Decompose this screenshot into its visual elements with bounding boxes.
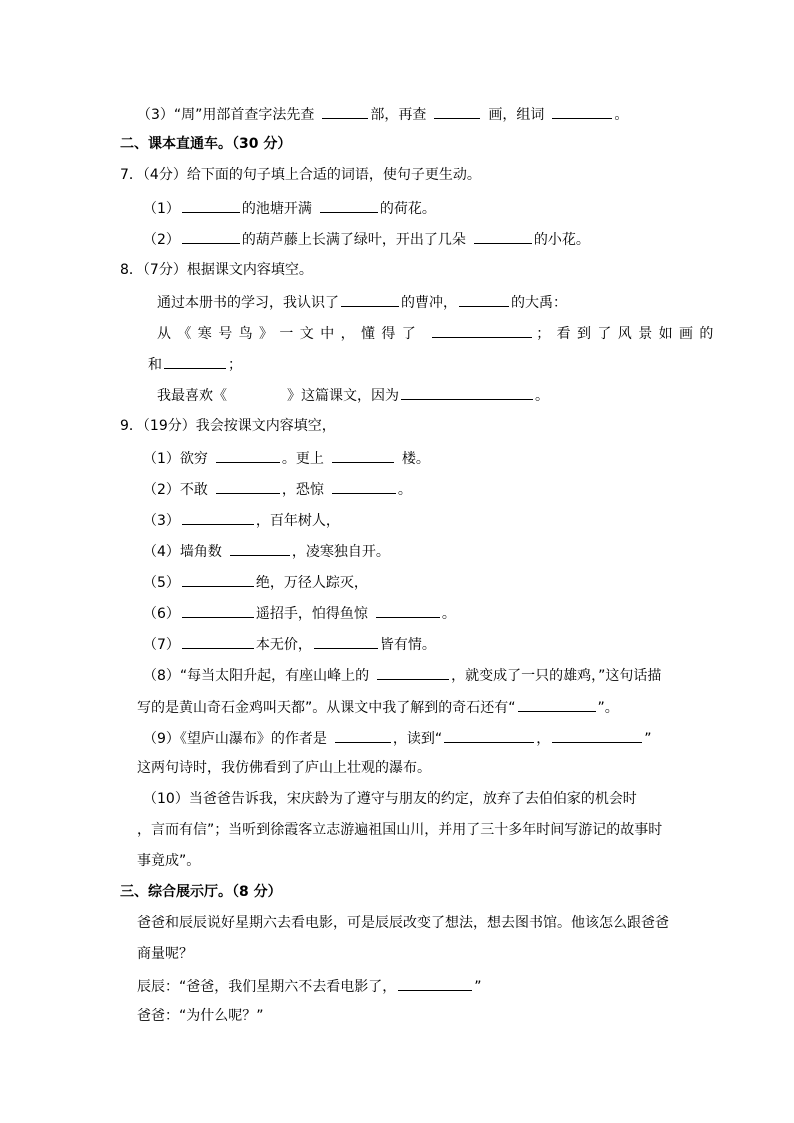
q9-item9-line1: （9）《望庐山瀑布》的作者是 ，读到“ ， ” xyxy=(143,728,651,748)
answer-blank[interactable] xyxy=(434,104,480,119)
q9-item3: （3） ，百年树人， xyxy=(143,510,340,530)
q9-item8-line2: 写的是黄山奇石金鸡叫天都”。从课文中我了解到的奇石还有“ ”。 xyxy=(137,697,619,717)
q9-item4: （4）墙角数 ，凌寒独自开。 xyxy=(143,541,390,561)
answer-blank[interactable] xyxy=(332,448,394,463)
answer-blank[interactable] xyxy=(182,229,240,244)
q9-item10-line3: 事竟成”。 xyxy=(137,853,201,869)
q8-stem: 8．（7分）根据课文内容填空。 xyxy=(120,262,313,278)
q9-item5: （5） 绝，万径人踪灭， xyxy=(143,572,368,592)
q9-item1: （1）欲穷 。更上 楼。 xyxy=(143,448,430,468)
dialogue-dad: 爸爸：“为什么呢？” xyxy=(137,1008,264,1024)
answer-blank[interactable] xyxy=(335,728,391,743)
section-3-para-line2: 商量呢？ xyxy=(137,946,193,962)
answer-blank[interactable] xyxy=(314,634,378,649)
answer-blank[interactable] xyxy=(182,634,254,649)
q7-stem: 7．（4分）给下面的句子填上合适的词语，使句子更生动。 xyxy=(120,167,481,183)
q8-line1: 通过本册书的学习，我认识了 的曹冲， 的大禹： xyxy=(157,292,567,312)
answer-blank[interactable] xyxy=(182,572,254,587)
section-2-title: 二、课本直通车。（30 分） xyxy=(120,136,292,152)
q6-sub3: （3）“周”用部首查字法先查 部，再查 画，组词 。 xyxy=(137,104,628,124)
answer-blank[interactable] xyxy=(398,976,472,991)
answer-blank[interactable] xyxy=(474,229,532,244)
answer-blank[interactable] xyxy=(230,541,290,556)
answer-blank[interactable] xyxy=(182,198,240,213)
answer-blank[interactable] xyxy=(377,665,449,680)
answer-blank[interactable] xyxy=(182,603,254,618)
section-3-para-line1: 爸爸和辰辰说好星期六去看电影，可是辰辰改变了想法，想去图书馆。他该怎么跟爸爸 xyxy=(137,915,669,931)
answer-blank[interactable] xyxy=(216,479,280,494)
q9-item9-line2: 这两句诗时，我仿佛看到了庐山上壮观的瀑布。 xyxy=(137,760,431,776)
section-3-title: 三、综合展示厅。（8 分） xyxy=(120,884,282,900)
q9-stem: 9．（19分）我会按课文内容填空， xyxy=(120,418,336,434)
answer-blank[interactable] xyxy=(459,292,509,307)
answer-blank[interactable] xyxy=(320,198,378,213)
answer-blank[interactable] xyxy=(552,728,642,743)
q8-line3: 和 ； xyxy=(148,354,242,374)
answer-blank[interactable] xyxy=(444,728,534,743)
answer-blank[interactable] xyxy=(432,323,532,338)
answer-blank[interactable] xyxy=(401,385,533,400)
answer-blank[interactable] xyxy=(216,448,280,463)
q9-item6: （6） 遥招手，怕得鱼惊 。 xyxy=(143,603,456,623)
answer-blank[interactable] xyxy=(322,104,368,119)
q7-sub2: （2） 的葫芦藤上长满了绿叶，开出了几朵 的小花。 xyxy=(143,229,590,249)
answer-blank[interactable] xyxy=(341,292,399,307)
dialogue-chenchen: 辰辰：“爸爸，我们星期六不去看电影了， ” xyxy=(137,976,482,996)
q9-item8-line1: （8）“每当太阳升起，有座山峰上的 ，就变成了一只的雄鸡，”这句话描 xyxy=(143,665,661,685)
answer-blank[interactable] xyxy=(518,697,596,712)
q9-item7: （7） 本无价， 皆有情。 xyxy=(143,634,436,654)
q9-item2: （2）不敢 ，恐惊 。 xyxy=(143,479,412,499)
answer-blank[interactable] xyxy=(552,104,612,119)
q8-line4: 我最喜欢《 》这篇课文，因为 。 xyxy=(157,385,549,405)
q9-item10-line1: （10）当爸爸告诉我，宋庆龄为了遵守与朋友的约定，放弃了去伯伯家的机会时 xyxy=(143,791,637,807)
answer-blank[interactable] xyxy=(376,603,440,618)
answer-blank[interactable] xyxy=(332,479,396,494)
q8-line2: 从《寒号鸟》一文中，懂得了 ；看到了风景如画的 xyxy=(157,323,720,343)
answer-blank[interactable] xyxy=(164,354,226,369)
q9-item10-line2: ，言而有信”；当听到徐霞客立志游遍祖国山川，并用了三十多年时间写游记的故事时 xyxy=(137,822,663,838)
answer-blank[interactable] xyxy=(182,510,254,525)
q7-sub1: （1） 的池塘开满 的荷花。 xyxy=(143,198,436,218)
